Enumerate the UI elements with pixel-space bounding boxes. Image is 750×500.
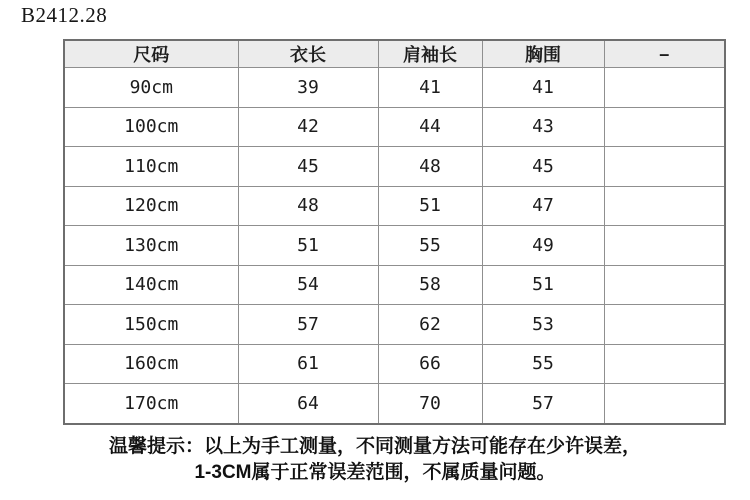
value-cell: 57 (238, 305, 378, 345)
value-cell: 66 (378, 344, 482, 384)
size-chart-table (63, 39, 726, 425)
value-cell: 41 (482, 68, 604, 108)
value-cell: 49 (482, 226, 604, 266)
empty-cell (604, 344, 725, 384)
column-header-dash: – (604, 40, 725, 68)
size-cell: 170cm (64, 384, 238, 425)
empty-cell (604, 226, 725, 266)
size-cell: 90cm (64, 68, 238, 108)
table-row (64, 107, 725, 147)
size-cell: 150cm (64, 305, 238, 345)
value-cell: 45 (482, 147, 604, 187)
value-cell: 48 (378, 147, 482, 187)
value-cell: 70 (378, 384, 482, 425)
value-cell: 61 (238, 344, 378, 384)
empty-cell (604, 107, 725, 147)
value-cell: 43 (482, 107, 604, 147)
value-cell: 41 (378, 68, 482, 108)
table-row (64, 147, 725, 187)
size-cell: 160cm (64, 344, 238, 384)
value-cell: 53 (482, 305, 604, 345)
value-cell: 48 (238, 186, 378, 226)
table-row (64, 265, 725, 305)
value-cell: 64 (238, 384, 378, 425)
value-cell: 45 (238, 147, 378, 187)
size-cell: 100cm (64, 107, 238, 147)
table-row (64, 68, 725, 108)
column-header-size: 尺码 (64, 40, 238, 68)
table-row (64, 226, 725, 266)
value-cell: 39 (238, 68, 378, 108)
value-cell: 51 (238, 226, 378, 266)
value-cell: 62 (378, 305, 482, 345)
empty-cell (604, 147, 725, 187)
size-cell: 110cm (64, 147, 238, 187)
size-cell: 130cm (64, 226, 238, 266)
empty-cell (604, 384, 725, 425)
value-cell: 55 (482, 344, 604, 384)
table-row (64, 384, 725, 425)
table-row (64, 344, 725, 384)
value-cell: 44 (378, 107, 482, 147)
table-row (64, 305, 725, 345)
size-cell: 120cm (64, 186, 238, 226)
size-cell: 140cm (64, 265, 238, 305)
value-cell: 51 (378, 186, 482, 226)
value-cell: 42 (238, 107, 378, 147)
measurement-disclaimer (0, 434, 750, 486)
value-cell: 58 (378, 265, 482, 305)
value-cell: 55 (378, 226, 482, 266)
disclaimer-line-2: 1-3CM属于正常误差范围，不属质量问题。 (194, 462, 556, 483)
column-header-chest: 胸围 (482, 40, 604, 68)
empty-cell (604, 68, 725, 108)
page-title: B2412.28 (21, 3, 108, 27)
column-header-shoulder-sleeve-length: 肩袖长 (378, 40, 482, 68)
table-row (64, 186, 725, 226)
value-cell: 57 (482, 384, 604, 425)
table-header-row (64, 40, 725, 68)
value-cell: 54 (238, 265, 378, 305)
column-header-garment-length: 衣长 (238, 40, 378, 68)
value-cell: 47 (482, 186, 604, 226)
value-cell: 51 (482, 265, 604, 305)
disclaimer-line-1: 温馨提示：以上为手工测量，不同测量方法可能存在少许误差， (108, 436, 641, 457)
empty-cell (604, 265, 725, 305)
empty-cell (604, 186, 725, 226)
empty-cell (604, 305, 725, 345)
